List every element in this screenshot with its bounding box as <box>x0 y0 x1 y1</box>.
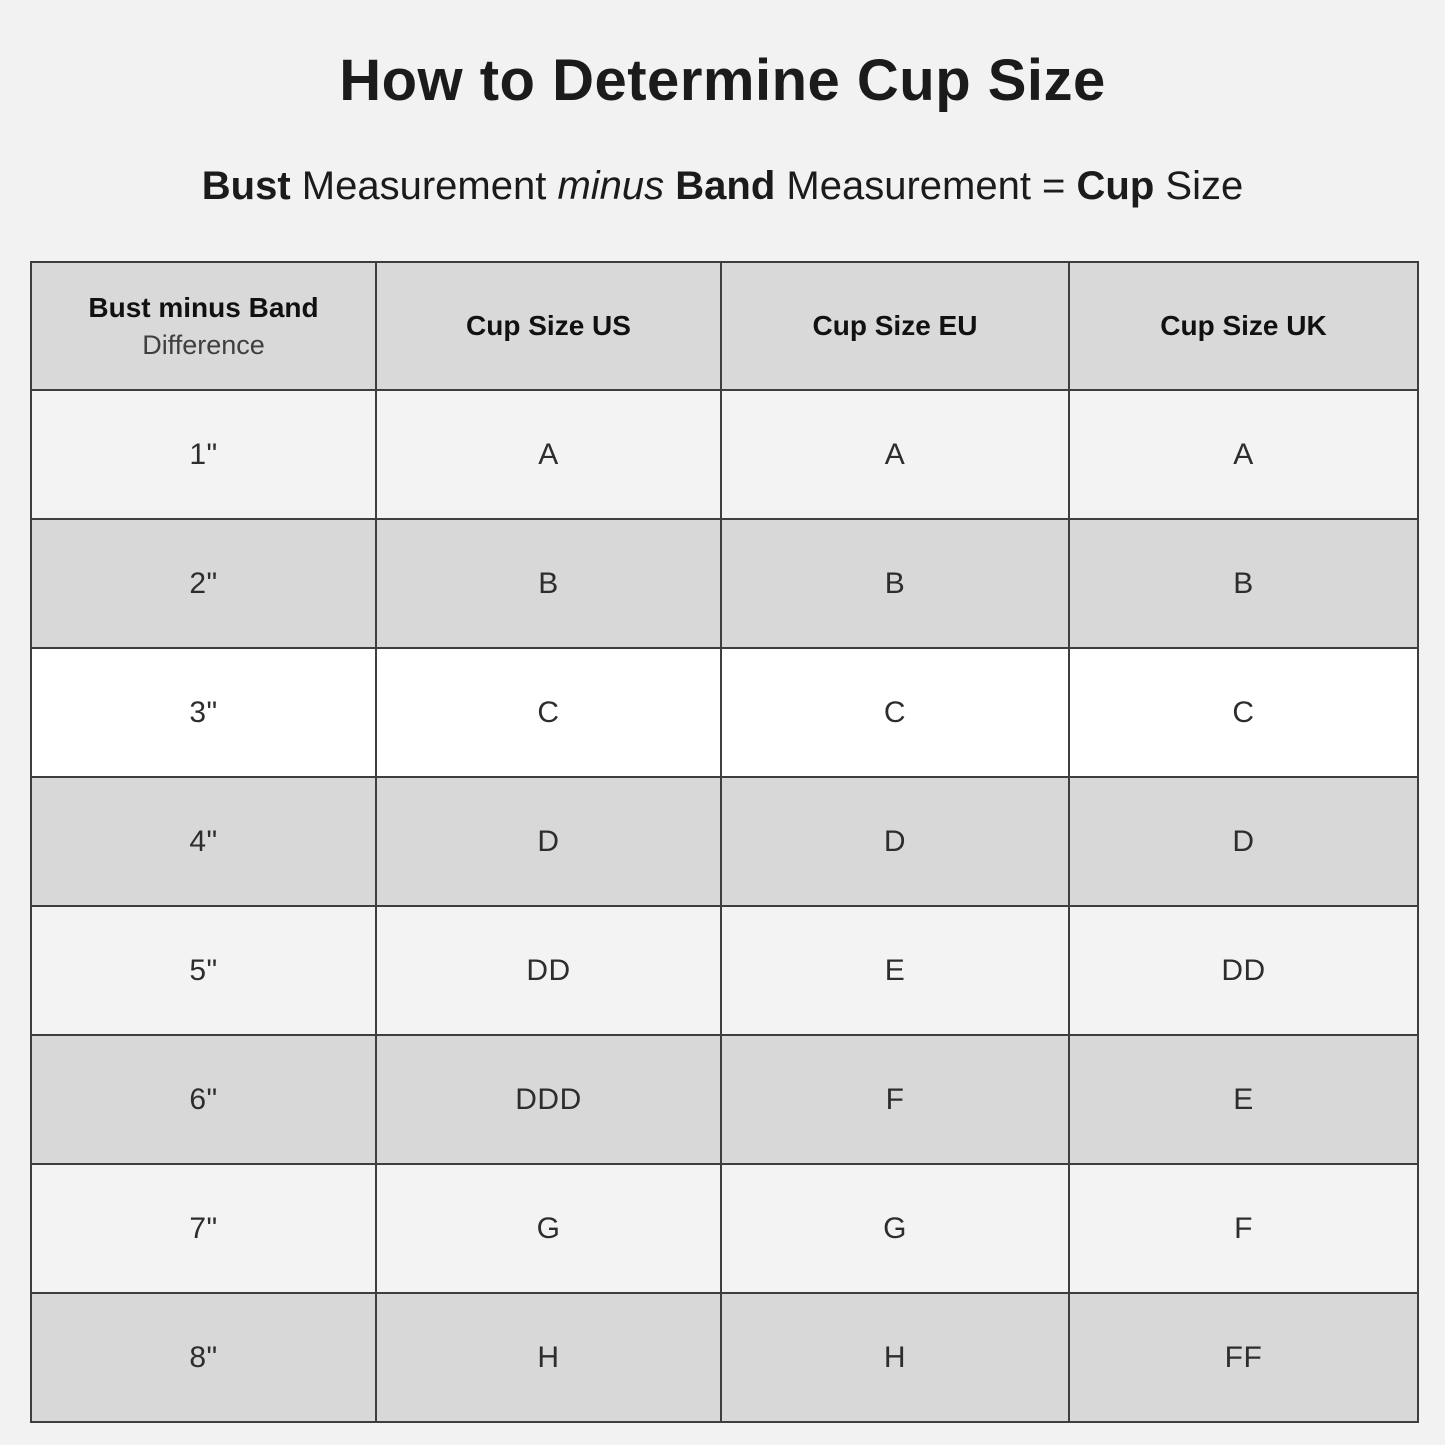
table-row <box>31 648 1418 777</box>
cell-eu: E <box>721 906 1069 1035</box>
cell-uk: E <box>1069 1035 1418 1164</box>
cell-uk: D <box>1069 777 1418 906</box>
table-row <box>31 777 1418 906</box>
table-row <box>31 1164 1418 1293</box>
cell-uk: FF <box>1069 1293 1418 1422</box>
formula-measurement-1: Measurement <box>290 164 558 208</box>
cell-eu: B <box>721 519 1069 648</box>
header-cell-uk: Cup Size UK <box>1069 262 1418 390</box>
page-title: How to Determine Cup Size <box>339 48 1106 113</box>
cell-uk: F <box>1069 1164 1418 1293</box>
cell-uk: A <box>1069 390 1418 519</box>
cell-difference: 7" <box>31 1164 376 1293</box>
formula-minus: minus <box>557 164 665 208</box>
cell-difference: 4" <box>31 777 376 906</box>
formula-subtitle <box>0 160 1445 212</box>
cell-eu: F <box>721 1035 1069 1164</box>
cell-us: G <box>376 1164 721 1293</box>
cell-uk: DD <box>1069 906 1418 1035</box>
cell-us: D <box>376 777 721 906</box>
cup-size-table <box>30 261 1419 1423</box>
table-row <box>31 906 1418 1035</box>
cell-uk: C <box>1069 648 1418 777</box>
header-difference-line1: Bust minus Band <box>88 291 319 323</box>
cell-uk: B <box>1069 519 1418 648</box>
cell-difference: 3" <box>31 648 376 777</box>
table-header-row <box>31 262 1418 390</box>
table-row <box>31 1035 1418 1164</box>
cell-us: DDD <box>376 1035 721 1164</box>
cell-eu: D <box>721 777 1069 906</box>
cell-eu: G <box>721 1164 1069 1293</box>
cell-difference: 1" <box>31 390 376 519</box>
formula-size: Size <box>1154 164 1244 208</box>
formula-bust: Bust <box>201 164 291 208</box>
table-row <box>31 519 1418 648</box>
cell-eu: H <box>721 1293 1069 1422</box>
table-row <box>31 390 1418 519</box>
cell-us: H <box>376 1293 721 1422</box>
cell-difference: 6" <box>31 1035 376 1164</box>
header-cell-difference <box>31 262 376 390</box>
header-difference-line2: Difference <box>142 329 265 360</box>
cell-us: DD <box>376 906 721 1035</box>
cell-us: B <box>376 519 721 648</box>
header-cell-eu: Cup Size EU <box>721 262 1069 390</box>
formula-band: Band <box>664 164 776 208</box>
cell-us: C <box>376 648 721 777</box>
cell-us: A <box>376 390 721 519</box>
formula-cup: Cup <box>1076 164 1155 208</box>
cell-eu: A <box>721 390 1069 519</box>
cell-difference: 2" <box>31 519 376 648</box>
formula-measurement-2: Measurement = <box>775 164 1077 208</box>
cell-difference: 5" <box>31 906 376 1035</box>
cell-difference: 8" <box>31 1293 376 1422</box>
header-cell-us: Cup Size US <box>376 262 721 390</box>
table-row <box>31 1293 1418 1422</box>
cell-eu: C <box>721 648 1069 777</box>
